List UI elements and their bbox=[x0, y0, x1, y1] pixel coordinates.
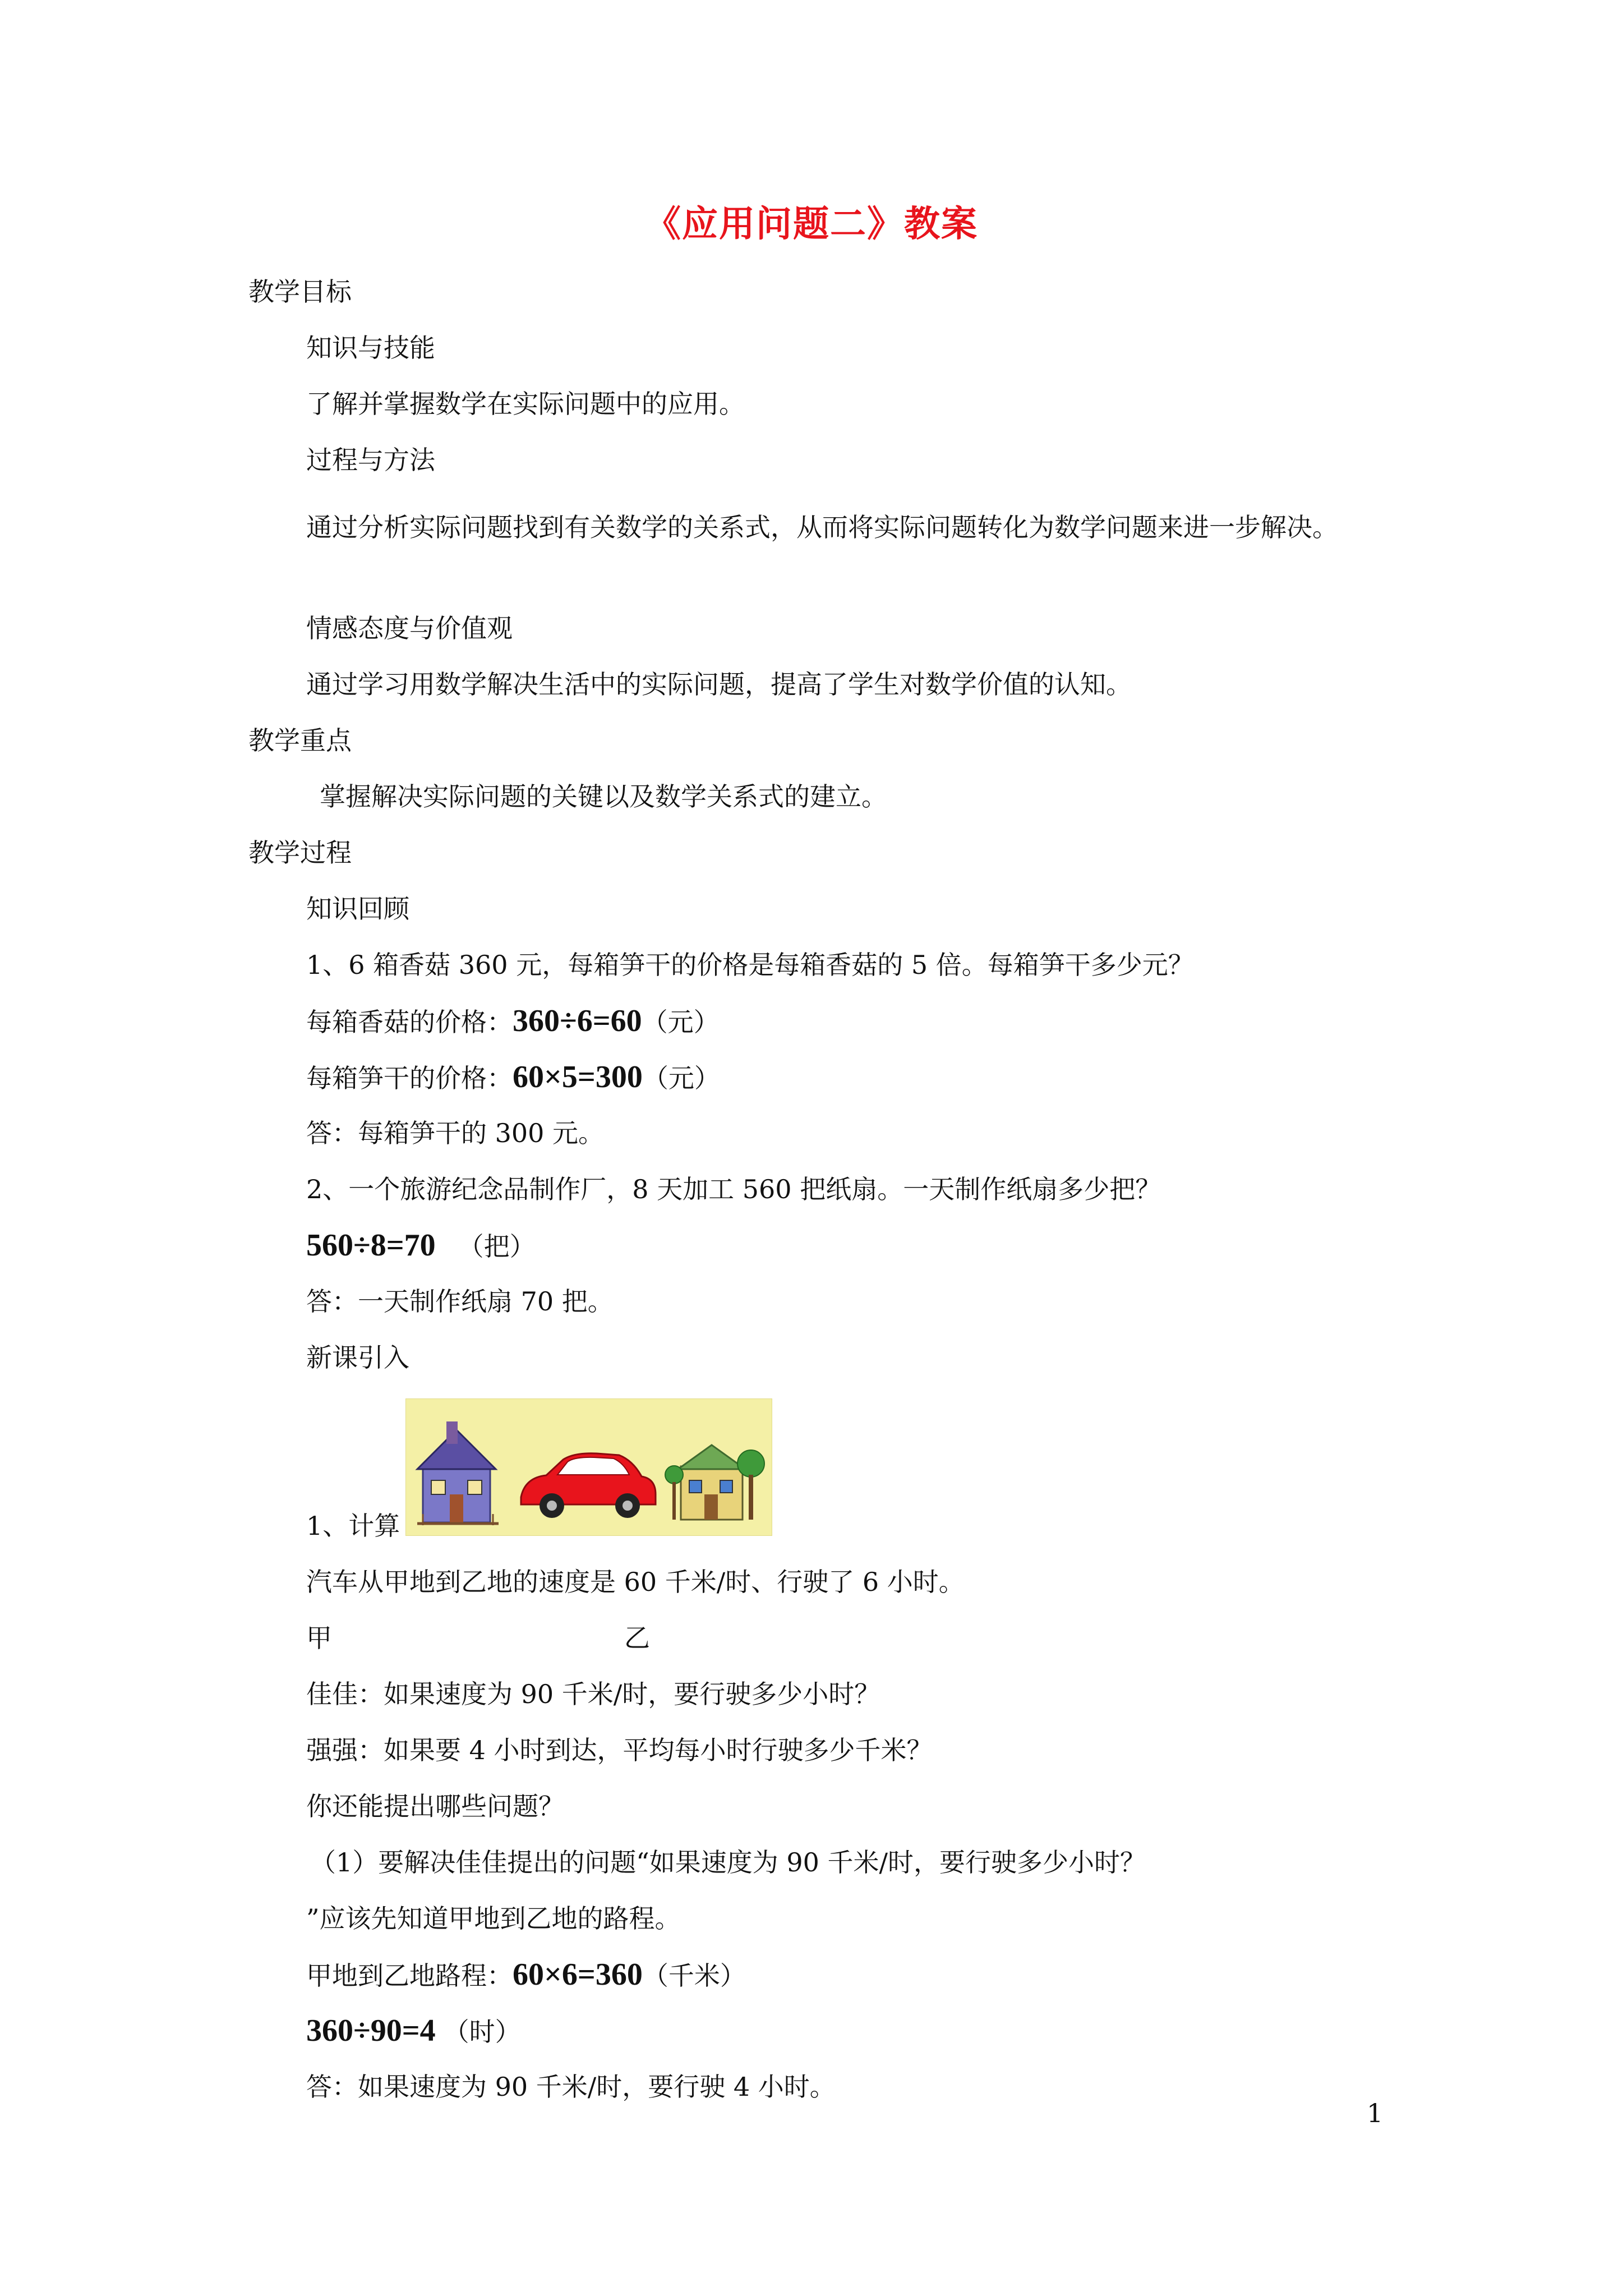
key-text: 掌握解决实际问题的关键以及数学关系式的建立。 bbox=[320, 781, 887, 812]
jiajia-question: 佳佳：如果速度为 90 千米/时，要行驶多少小时？ bbox=[306, 1679, 880, 1709]
process-heading: 教学过程 bbox=[248, 838, 352, 868]
emotion-text: 通过学习用数学解决生活中的实际问题，提高了学生对数学价值的认知。 bbox=[306, 669, 1132, 700]
q2-answer: 答：一天制作纸扇 70 把。 bbox=[306, 1286, 614, 1317]
review-heading: 知识回顾 bbox=[306, 894, 409, 924]
q1-step-1 bbox=[306, 1004, 720, 1039]
goals-heading: 教学目标 bbox=[248, 277, 352, 307]
travel-scene-svg bbox=[406, 1399, 772, 1535]
q2-step bbox=[306, 1228, 536, 1263]
qiangqiang-question: 强强：如果要 4 小时到达，平均每小时行驶多少千米？ bbox=[306, 1735, 933, 1765]
knowledge-text: 了解并掌握数学在实际问题中的应用。 bbox=[306, 389, 745, 419]
q1-step-1-unit: （元） bbox=[642, 1007, 720, 1037]
more-questions: 你还能提出哪些问题？ bbox=[306, 1791, 564, 1821]
distance-step bbox=[306, 1958, 746, 1993]
new-lesson-heading: 新课引入 bbox=[306, 1342, 409, 1373]
q1-step-2-unit: （元） bbox=[642, 1063, 720, 1093]
q1-step-2-formula: 60×5=300 bbox=[513, 1060, 643, 1094]
time-step bbox=[306, 2014, 521, 2049]
time-formula: 360÷90=4 bbox=[306, 2013, 436, 2048]
q1-answer: 答：每箱笋干的 300 元。 bbox=[306, 1118, 605, 1148]
process-method-heading: 过程与方法 bbox=[306, 445, 435, 475]
place-a-label: 甲 bbox=[306, 1623, 332, 1653]
car-text: 汽车从甲地到乙地的速度是 60 千米/时、行驶了 6 小时。 bbox=[306, 1567, 965, 1597]
q1-step-1-label: 每箱香菇的价格： bbox=[306, 1007, 513, 1037]
place-b-label: 乙 bbox=[624, 1623, 650, 1653]
sub-question-1-line-2: ”应该先知道甲地到乙地的路程。 bbox=[306, 1903, 681, 1934]
q1-step-1-formula: 360÷6=60 bbox=[513, 1004, 642, 1038]
emotion-heading: 情感态度与价值观 bbox=[306, 613, 513, 643]
q2-unit: （把） bbox=[458, 1231, 536, 1262]
page-title: 《应用问题二》教案 bbox=[645, 203, 978, 245]
question-1: 1、6 箱香菇 360 元，每箱笋干的价格是每箱香菇的 5 倍。每箱笋干多少元？ bbox=[306, 950, 1194, 980]
knowledge-skill-heading: 知识与技能 bbox=[306, 333, 435, 363]
time-unit: （时） bbox=[443, 2017, 521, 2047]
sub-question-1-line-1: （1）要解决佳佳提出的问题“如果速度为 90 千米/时，要行驶多少小时？ bbox=[310, 1847, 1146, 1878]
distance-label: 甲地到乙地路程： bbox=[306, 1961, 513, 1991]
q1-step-2-label: 每箱笋干的价格： bbox=[306, 1063, 513, 1093]
final-answer: 答：如果速度为 90 千米/时，要行驶 4 小时。 bbox=[306, 2072, 836, 2102]
process-text-content: 通过分析实际问题找到有关数学的关系式，从而将实际问题转化为数学问题来进一步解决。 bbox=[306, 512, 1338, 542]
question-2: 2、一个旅游纪念品制作厂，8 天加工 560 把纸扇。一天制作纸扇多少把？ bbox=[306, 1174, 1161, 1204]
travel-scene-illustration bbox=[405, 1398, 772, 1536]
calc-label: 1、计算 bbox=[306, 1511, 400, 1541]
distance-formula: 60×6=360 bbox=[513, 1957, 643, 1992]
q2-formula: 560÷8=70 bbox=[306, 1228, 436, 1263]
distance-unit: （千米） bbox=[642, 1961, 746, 1991]
page-number: 1 bbox=[1367, 2098, 1384, 2128]
q1-step-2 bbox=[306, 1060, 720, 1095]
key-heading: 教学重点 bbox=[248, 725, 352, 756]
